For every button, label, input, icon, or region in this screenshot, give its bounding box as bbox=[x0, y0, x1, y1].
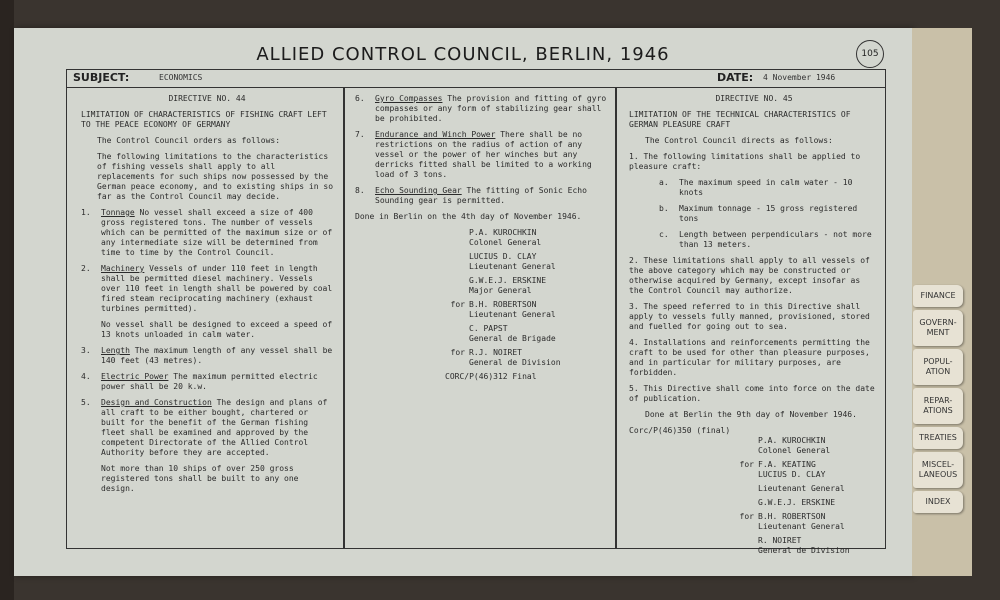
reference-number: Corc/P(46)350 (final) bbox=[629, 426, 731, 435]
signature bbox=[629, 436, 879, 456]
signature bbox=[629, 460, 879, 480]
sub-item-letter: b. bbox=[659, 204, 669, 213]
page-title: ALLIED CONTROL COUNCIL, BERLIN, 1946 bbox=[256, 44, 670, 65]
signatory-name: B.H. ROBERTSON bbox=[758, 512, 826, 521]
tab-population[interactable]: POPUL-ATION bbox=[913, 349, 963, 385]
signatory-name: B.H. ROBERTSON bbox=[469, 300, 537, 309]
sub-item bbox=[659, 178, 879, 198]
binder-edge bbox=[0, 0, 14, 600]
paragraph-4: 4. Installations and reinforcements permitting the craft to be used for other than pleasure purposes, and in particular for military purposes, are forbidden. bbox=[629, 338, 870, 377]
numbered-item bbox=[355, 186, 607, 206]
signature-lines bbox=[758, 460, 825, 480]
directive-intro: The Control Council orders as follows: bbox=[97, 136, 281, 145]
done-line: Done in Berlin on the 4th day of November 1946. bbox=[355, 212, 582, 221]
directive-paragraph: The following limitations to the characteristics of fishing vessels shall apply to all replacements for such ships now possessed by the German peace economy, and to existing ships in so far as the Control Council may decide. bbox=[97, 152, 334, 201]
signature-lines bbox=[758, 536, 850, 556]
item-text: No vessel shall exceed a size of 400 gross registered tons. The number of vessels which can be permitted of the maximum size or of any intermediate size will be determined from time to time by the Control Council. bbox=[101, 208, 333, 257]
item-heading: Endurance and Winch Power bbox=[375, 130, 496, 139]
tab-treaties[interactable]: TREATIES bbox=[913, 427, 963, 449]
item-body bbox=[101, 398, 333, 458]
item-text: The maximum length of any vessel shall be 140 feet (43 metres). bbox=[101, 346, 333, 365]
directive-items bbox=[81, 208, 333, 494]
signatory-rank: General de Brigade bbox=[469, 334, 556, 343]
subject-value: ECONOMICS bbox=[159, 73, 203, 82]
numbered-item bbox=[355, 130, 607, 180]
signature-prefix bbox=[355, 252, 469, 272]
signature bbox=[355, 324, 607, 344]
header-row bbox=[67, 70, 885, 88]
item-body bbox=[101, 372, 333, 392]
item-body bbox=[101, 208, 333, 258]
item-text: The fitting of Sonic Echo Sounding gear is permitted. bbox=[375, 186, 587, 205]
numbered-item bbox=[81, 264, 333, 314]
signatory-name: G.W.E.J. ERSKINE bbox=[469, 276, 547, 285]
signature-block bbox=[355, 228, 607, 368]
tab-index[interactable]: INDEX bbox=[913, 491, 963, 513]
signatory-name: R.J. NOIRET bbox=[469, 348, 522, 357]
signature-lines bbox=[758, 436, 830, 456]
signature-prefix bbox=[629, 498, 758, 508]
signature-prefix bbox=[629, 436, 758, 456]
signature-prefix: for bbox=[739, 460, 754, 469]
signature-prefix: for bbox=[739, 512, 754, 521]
signature-prefix bbox=[355, 228, 469, 248]
item-text: There shall be no restrictions on the radius of action of any vessel or the power of her winches but any derricks fitted shall be limited to a working load of 3 tons. bbox=[375, 130, 592, 179]
signatory-rank: Colonel General bbox=[469, 238, 542, 247]
date-label: DATE: bbox=[717, 71, 754, 84]
item-text: No vessel shall be designed to exceed a speed of 13 knots unloaded in calm water. bbox=[101, 320, 333, 339]
item-heading: Gyro Compasses bbox=[375, 94, 443, 103]
signatory-name: C. PAPST bbox=[469, 324, 508, 333]
done-line: Done at Berlin the 9th day of November 1946. bbox=[645, 410, 857, 419]
subject-label: SUBJECT: bbox=[73, 71, 130, 84]
signature-lines bbox=[469, 324, 556, 344]
sub-item bbox=[659, 230, 879, 250]
signature-prefix bbox=[355, 276, 469, 296]
signatory-rank: General de Division bbox=[758, 546, 850, 555]
tab-finance[interactable]: FINANCE bbox=[913, 285, 963, 307]
sub-item-letter: c. bbox=[659, 230, 669, 239]
signature bbox=[629, 498, 879, 508]
signature-lines bbox=[469, 228, 541, 248]
signature bbox=[355, 228, 607, 248]
paragraph-5: 5. This Directive shall come into force on the date of publication. bbox=[629, 384, 875, 403]
item-number: 4. bbox=[81, 372, 91, 381]
signature-prefix: for bbox=[450, 300, 465, 309]
signatory-rank: LUCIUS D. CLAY bbox=[758, 470, 826, 479]
directive-heading: DIRECTIVE NO. 44 bbox=[168, 94, 246, 103]
numbered-item bbox=[81, 208, 333, 258]
date-value: 4 November 1946 bbox=[763, 73, 836, 82]
sub-item bbox=[659, 204, 879, 224]
content-frame bbox=[66, 69, 886, 555]
signatory-name: P.A. KUROCHKIN bbox=[469, 228, 537, 237]
item-number: 1. bbox=[81, 208, 91, 217]
signature bbox=[355, 300, 607, 320]
sub-items bbox=[629, 178, 879, 250]
tab-government[interactable]: GOVERN-MENT bbox=[913, 310, 963, 346]
signature-lines bbox=[469, 348, 561, 368]
item-text: Vessels of under 110 feet in length shall be permitted diesel machinery. Vessels over 110 feet in length shall be powered by coal fired steam reciprocating machinery (exhaust turbines permitted). bbox=[101, 264, 333, 313]
index-tabs bbox=[913, 285, 963, 516]
item-number: 2. bbox=[81, 264, 91, 273]
item-body bbox=[101, 346, 333, 366]
directive-44-continued-column bbox=[355, 94, 607, 388]
signatory-rank: Lieutenant General bbox=[758, 522, 845, 531]
signature bbox=[629, 512, 879, 532]
signatory-name: G.W.E.J. ERSKINE bbox=[758, 498, 836, 507]
signatory-rank: Colonel General bbox=[758, 446, 831, 455]
item-body bbox=[101, 264, 333, 314]
sub-item-text: Maximum tonnage - 15 gross registered tons bbox=[679, 204, 858, 223]
directive-subtitle: LIMITATION OF THE TECHNICAL CHARACTERISTICS OF GERMAN PLEASURE CRAFT bbox=[629, 110, 851, 129]
item-heading: Electric Power bbox=[101, 372, 169, 381]
signatory-rank: Lieutenant General bbox=[469, 310, 556, 319]
item-body bbox=[375, 130, 607, 180]
signature bbox=[355, 252, 607, 272]
signatory-name: P.A. KUROCHKIN bbox=[758, 436, 826, 445]
signature-prefix bbox=[355, 324, 469, 344]
item-text: Not more than 10 ships of over 250 gross registered tons shall be built to any one design. bbox=[101, 464, 299, 493]
signature-lines bbox=[758, 498, 835, 508]
column-divider bbox=[343, 87, 345, 548]
item-number bbox=[81, 464, 101, 494]
item-heading: Length bbox=[101, 346, 130, 355]
numbered-item bbox=[81, 464, 333, 494]
item-number: 5. bbox=[81, 398, 91, 407]
item-body bbox=[375, 186, 607, 206]
signature bbox=[355, 348, 607, 368]
column-divider bbox=[615, 87, 617, 548]
numbered-item bbox=[81, 320, 333, 340]
item-text: The provision and fitting of gyro compasses or any form of stabilizing gear shall be prohibited. bbox=[375, 94, 607, 123]
signatory-rank: Major General bbox=[469, 286, 532, 295]
numbered-item bbox=[81, 398, 333, 458]
item-body bbox=[101, 320, 333, 340]
paragraph-1: 1. The following limitations shall be applied to pleasure craft: bbox=[629, 152, 861, 171]
numbered-item bbox=[81, 346, 333, 366]
signature-lines bbox=[758, 512, 845, 532]
signatory-rank: Lieutenant General bbox=[758, 484, 845, 493]
sub-item-letter: a. bbox=[659, 178, 669, 187]
signature-prefix bbox=[629, 484, 758, 494]
signature-lines bbox=[469, 276, 546, 296]
signature-lines bbox=[469, 300, 556, 320]
paragraph-2: 2. These limitations shall apply to all vessels of the above category which may be constructed or otherwise acquired by Germany, except insofar as the Control Council may authorize. bbox=[629, 256, 870, 295]
signature-prefix: for bbox=[450, 348, 465, 357]
numbered-item bbox=[81, 372, 333, 392]
item-body bbox=[375, 94, 607, 124]
sub-item-text: The maximum speed in calm water - 10 knots bbox=[679, 178, 853, 197]
reference-number: CORC/P(46)312 Final bbox=[445, 372, 537, 381]
directive-items bbox=[355, 94, 607, 206]
item-body bbox=[101, 464, 333, 494]
item-number: 3. bbox=[81, 346, 91, 355]
item-text: The design and plans of all craft to be either bought, chartered or built for the benefit of the German fishing fleet shall be examined and approved by the competent Directorate of the Allied Control Authority before they are accepted. bbox=[101, 398, 328, 457]
item-heading: Tonnage bbox=[101, 208, 135, 217]
sub-item-text: Length between perpendiculars - not more than 13 meters. bbox=[679, 230, 872, 249]
signature-prefix bbox=[629, 536, 758, 556]
item-heading: Design and Construction bbox=[101, 398, 212, 407]
directive-subtitle: LIMITATION OF CHARACTERISTICS OF FISHING CRAFT LEFT TO THE PEACE ECONOMY OF GERMANY bbox=[81, 110, 327, 129]
signature-lines bbox=[469, 252, 556, 272]
item-heading: Echo Sounding Gear bbox=[375, 186, 462, 195]
signature bbox=[355, 276, 607, 296]
item-heading: Machinery bbox=[101, 264, 145, 273]
signature bbox=[629, 536, 879, 556]
signature-block bbox=[629, 436, 879, 556]
tab-reparations[interactable]: REPAR-ATIONS bbox=[913, 388, 963, 424]
signatory-name: R. NOIRET bbox=[758, 536, 802, 545]
numbered-item bbox=[355, 94, 607, 124]
directive-intro: The Control Council directs as follows: bbox=[645, 136, 833, 145]
tab-miscellaneous[interactable]: MISCEL-LANEOUS bbox=[913, 452, 963, 488]
item-number: 6. bbox=[355, 94, 365, 103]
signatory-rank: Lieutenant General bbox=[469, 262, 556, 271]
page-number: 105 bbox=[856, 40, 884, 68]
signature bbox=[629, 484, 879, 494]
signatory-rank: General de Division bbox=[469, 358, 561, 367]
paragraph-3: 3. The speed referred to in this Directive shall apply to vessels fully manned, provisioned, stored and fuelled for going out to sea. bbox=[629, 302, 870, 331]
directive-45-column bbox=[629, 94, 879, 560]
item-text: The maximum permitted electric power shall be 20 k.w. bbox=[101, 372, 318, 391]
directive-heading: DIRECTIVE NO. 45 bbox=[715, 94, 793, 103]
signatory-name: F.A. KEATING bbox=[758, 460, 816, 469]
item-number: 8. bbox=[355, 186, 365, 195]
signatory-name: LUCIUS D. CLAY bbox=[469, 252, 537, 261]
signature-lines bbox=[758, 484, 845, 494]
item-number bbox=[81, 320, 101, 340]
directive-44-column bbox=[81, 94, 333, 500]
item-number: 7. bbox=[355, 130, 365, 139]
